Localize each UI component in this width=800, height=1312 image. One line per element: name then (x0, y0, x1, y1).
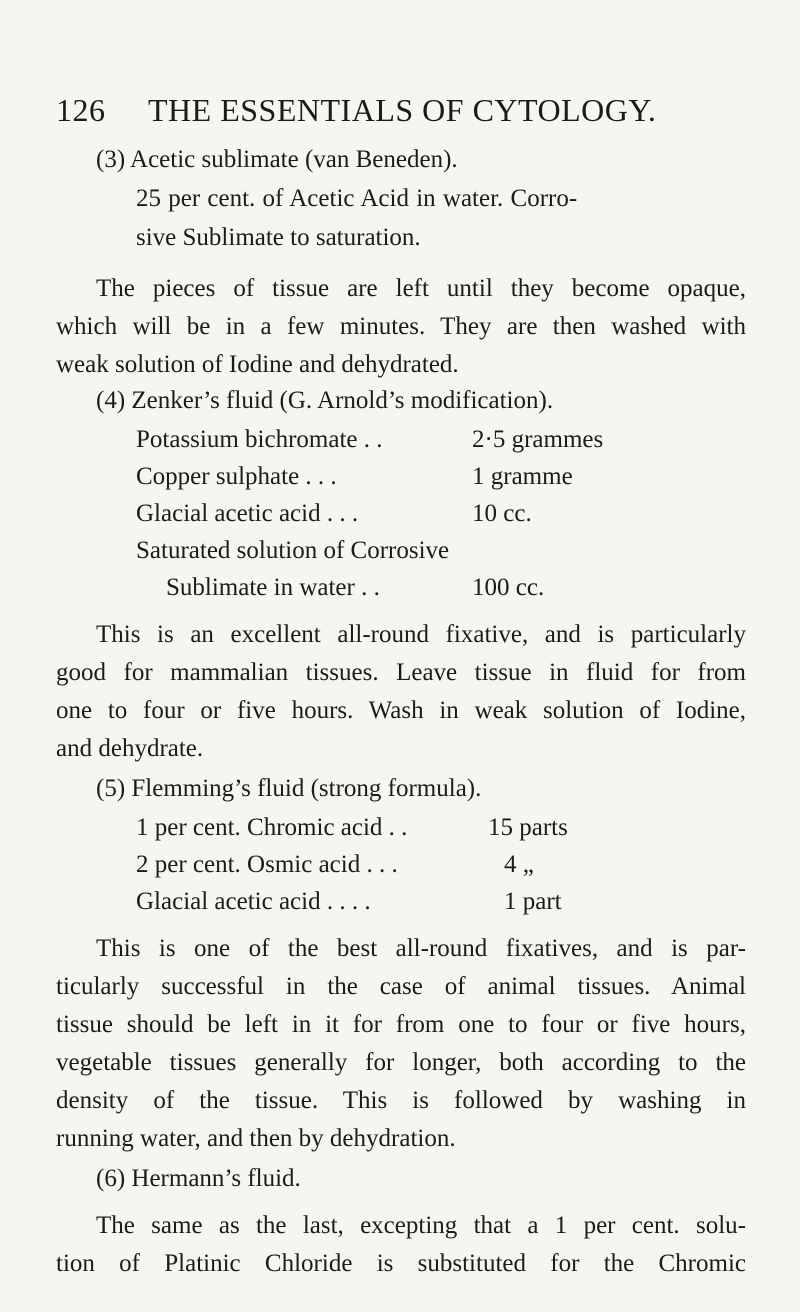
section-4-paragraph (56, 616, 746, 768)
running-title: THE ESSENTIALS OF CYTOLOGY. (148, 92, 657, 128)
ingredient-amount: 4 „ (504, 851, 534, 878)
paragraph-line: vegetable tissues generally for longer, both according to the (56, 1049, 746, 1076)
page-number: 126 (56, 92, 106, 128)
section-4-heading: (4) Zenker’s fluid (G. Arnold’s modification). (96, 387, 554, 414)
section-6-heading: (6) Hermann’s fluid. (96, 1165, 301, 1192)
section-5-paragraph (56, 930, 746, 1158)
ingredient-amount: 10 cc. (472, 500, 532, 527)
ingredient-name: Glacial acetic acid . . . . (136, 888, 371, 915)
ingredient-name: Potassium bichromate . . (136, 426, 383, 453)
section-3-line-1: 25 per cent. of Acetic Acid in water. Corro- (136, 185, 578, 212)
ingredient-amount: 2·5 grammes (472, 426, 604, 453)
paragraph-line: The pieces of tissue are left until they become opaque, (96, 275, 746, 302)
ingredient-amount: 1 gramme (472, 463, 573, 490)
paragraph-line: one to four or five hours. Wash in weak solution of Iodine, (56, 697, 746, 724)
ingredient-name: 2 per cent. Osmic acid . . . (136, 851, 398, 878)
paragraph-line: tion of Platinic Chloride is substituted for the Chromic (56, 1250, 746, 1277)
paragraph-line: The same as the last, excepting that a 1 per cent. solu- (96, 1212, 746, 1239)
section-3-line-2: sive Sublimate to saturation. (136, 224, 421, 251)
ingredient-name: Sublimate in water . . (166, 574, 380, 601)
ingredient-name: Copper sulphate . . . (136, 463, 337, 490)
ingredient-amount: 1 part (504, 888, 562, 915)
recipe-row (136, 423, 776, 457)
paragraph-line: This is one of the best all-round fixatives, and is par- (96, 935, 746, 962)
paragraph-line: which will be in a few minutes. They are then washed with (56, 313, 746, 340)
ingredient-name: 1 per cent. Chromic acid . . (136, 814, 408, 841)
ingredient-name: Saturated solution of Corrosive (136, 537, 450, 564)
section-3-paragraph (56, 270, 746, 384)
paragraph-line: tissue should be left in it for from one to four or five hours, (56, 1011, 746, 1038)
recipe-row (136, 848, 776, 882)
recipe-row (136, 885, 776, 919)
ingredient-amount: 15 parts (488, 814, 568, 841)
section-3-heading: (3) Acetic sublimate (van Beneden). (96, 146, 458, 173)
paragraph-line: density of the tissue. This is followed by washing in (56, 1087, 746, 1114)
paragraph-line: This is an excellent all-round fixative, and is particularly (96, 621, 746, 648)
section-5-heading: (5) Flemming’s fluid (strong formula). (96, 775, 482, 802)
recipe-row (136, 811, 776, 845)
section-6-paragraph (56, 1207, 746, 1283)
page-header (56, 92, 756, 129)
recipe-row (166, 571, 800, 605)
recipe-row (136, 534, 776, 568)
paragraph-line: and dehydrate. (56, 735, 204, 762)
ingredient-amount: 100 cc. (472, 574, 545, 601)
paragraph-line: weak solution of Iodine and dehydrated. (56, 351, 459, 378)
paragraph-line: running water, and then by dehydration. (56, 1125, 456, 1152)
paragraph-line: good for mammalian tissues. Leave tissue in fluid for from (56, 659, 746, 686)
recipe-row (136, 497, 776, 531)
ingredient-name: Glacial acetic acid . . . (136, 500, 359, 527)
paragraph-line: ticularly successful in the case of animal tissues. Animal (56, 973, 746, 1000)
recipe-row (136, 460, 776, 494)
